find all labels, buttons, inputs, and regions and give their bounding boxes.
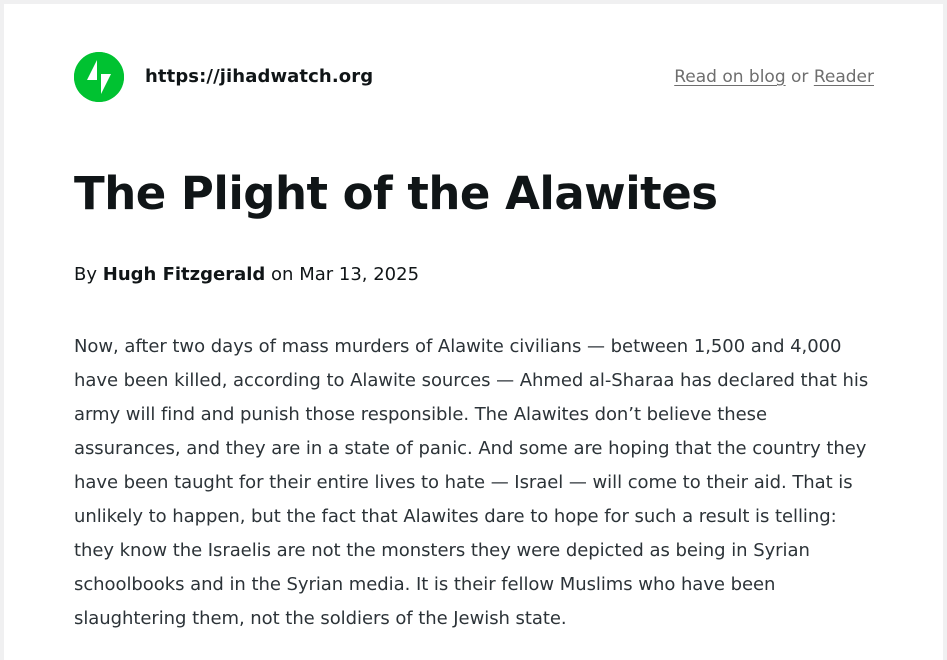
author-name: Hugh Fitzgerald bbox=[102, 264, 266, 285]
site-url[interactable]: https://jihadwatch.org bbox=[145, 66, 374, 87]
header-links bbox=[674, 67, 874, 87]
jetpack-bolt-icon[interactable] bbox=[74, 52, 124, 102]
post-header bbox=[74, 52, 874, 104]
read-on-blog-link[interactable]: Read on blog bbox=[674, 67, 786, 87]
by-label: By bbox=[74, 264, 98, 285]
email-card bbox=[4, 4, 943, 660]
post-date: Mar 13, 2025 bbox=[299, 264, 420, 285]
reader-link[interactable]: Reader bbox=[813, 67, 874, 87]
or-text: or bbox=[791, 67, 809, 87]
byline bbox=[74, 264, 419, 285]
post-title: The Plight of the Alawites bbox=[74, 167, 718, 220]
post-body: Now, after two days of mass murders of Alawite civilians — between 1,500 and 4,000 have been killed, according to Alawite sources — Ahmed al-Sharaa has declared that his army will find and punish those responsible. The Alawites don’t believe these assurances, and they are in a state of panic. And some are hoping that the country they have been taught for their entire lives to hate — Israel — will come to their aid. That is unlikely to happen, but the fact that Alawites dare to hope for such a result is telling: they know the Israelis are not the monsters they were depicted as being in Syrian schoolbooks and in the Syrian media. It is their fellow Muslims who have been slaughtering them, not the soldiers of the Jewish state. bbox=[74, 336, 869, 629]
on-label: on bbox=[271, 264, 294, 285]
